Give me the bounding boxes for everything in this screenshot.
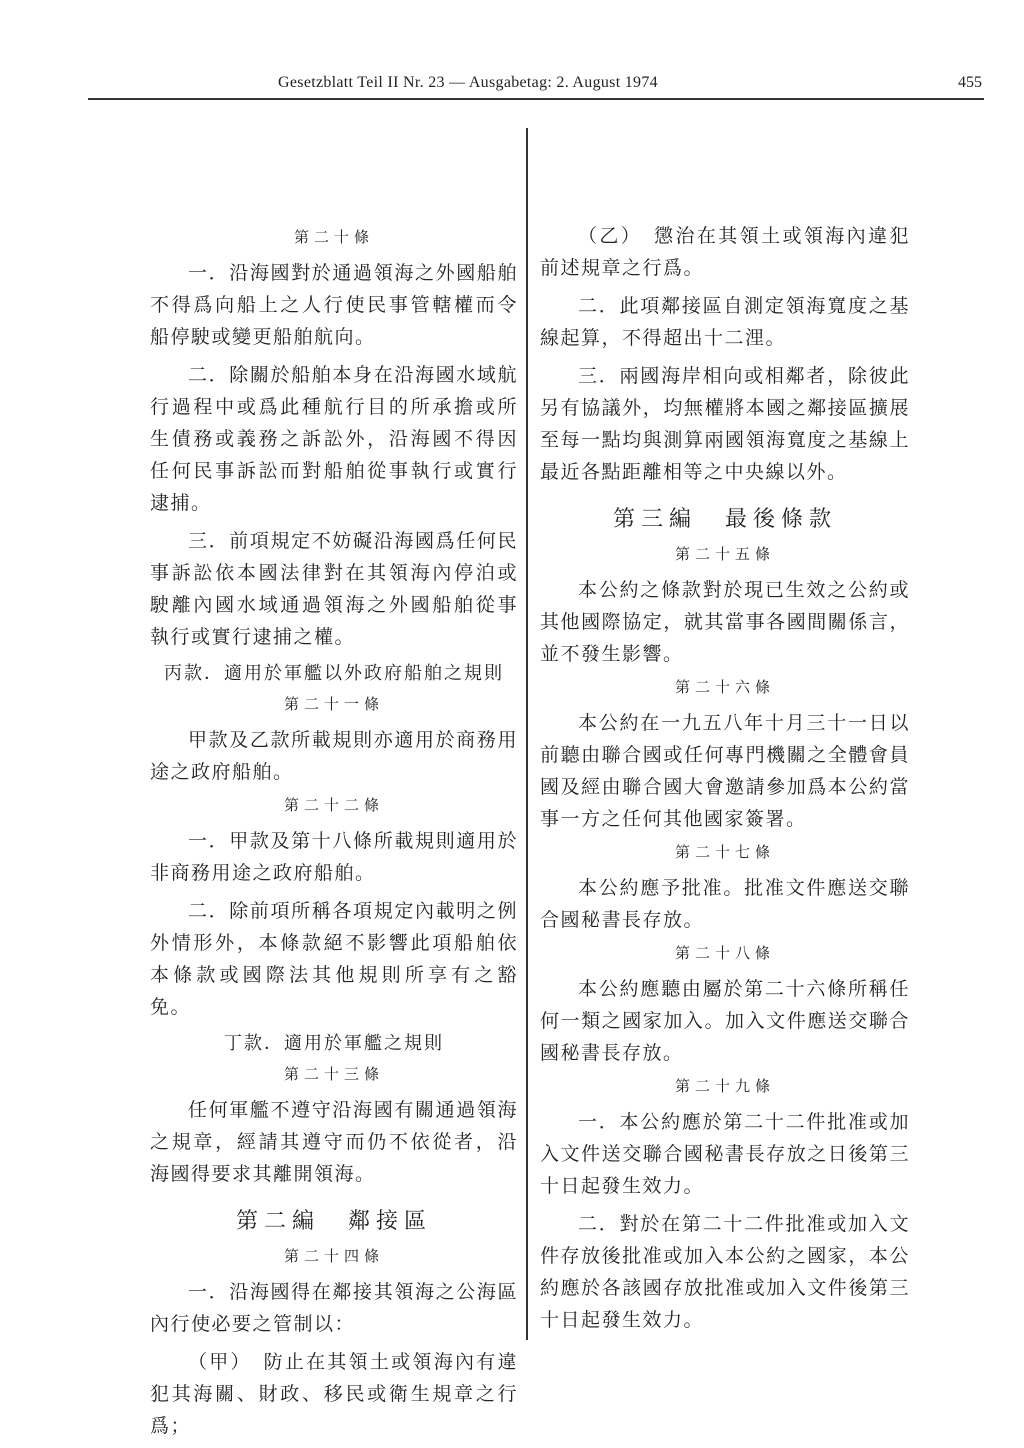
article-heading: 第二十二條 xyxy=(283,796,384,814)
article-heading: 第二十條 xyxy=(293,228,374,246)
paragraph: 本公約應予批准。批准文件應送交聯合國秘書長存放。 xyxy=(540,877,910,931)
subsection-heading: 丙款．適用於軍艦以外政府船舶之規則 xyxy=(164,663,504,684)
article-heading: 第二十六條 xyxy=(674,678,775,696)
running-title: Gesetzblatt Teil II Nr. 23 — Ausgabetag: 2. August 1974 xyxy=(278,74,658,91)
part-heading: 第二編 鄰接區 xyxy=(235,1209,432,1234)
paragraph: 一．沿海國對於通過領海之外國船舶不得爲向船上之人行使民事管轄權而令船停駛或變更船舶航向。 xyxy=(150,262,518,348)
paragraph: 二．除前項所稱各項規定內載明之例外情形外，本條款絕不影響此項船舶依本條款或國際法其他規則所享有之豁免。 xyxy=(150,900,518,1018)
article-heading: 第二十三條 xyxy=(283,1065,384,1083)
paragraph: 二．除關於船舶本身在沿海國水域航行過程中或爲此種航行目的所承擔或所生債務或義務之訴訟外，沿海國不得因任何民事訴訟而對船舶從事執行或實行逮捕。 xyxy=(150,364,518,514)
paragraph: 一．甲款及第十八條所載規則適用於非商務用途之政府船舶。 xyxy=(150,830,518,884)
paragraph: 任何軍艦不遵守沿海國有關通過領海之規章，經請其遵守而仍不依從者，沿海國得要求其離開領海。 xyxy=(150,1099,518,1185)
paragraph: 甲款及乙款所載規則亦適用於商務用途之政府船舶。 xyxy=(150,729,518,783)
page-number: 455 xyxy=(958,74,982,91)
paragraph: 一．沿海國得在鄰接其領海之公海區內行使必要之管制以： xyxy=(150,1281,518,1335)
right-column xyxy=(540,220,910,1342)
article-heading: 第二十八條 xyxy=(674,944,775,962)
article-heading: 第二十五條 xyxy=(674,545,775,563)
paragraph: 本公約應聽由屬於第二十六條所稱任何一類之國家加入。加入文件應送交聯合國秘書長存放。 xyxy=(540,978,910,1064)
column-rule xyxy=(526,128,528,1340)
running-head xyxy=(88,70,984,98)
left-column xyxy=(150,220,518,1448)
paragraph: 二．對於在第二十二件批准或加入文件存放後批准或加入本公約之國家，本公約應於各該國存放批准或加入文件後第三十日起發生效力。 xyxy=(540,1213,910,1331)
paragraph: （甲） 防止在其領土或領海內有違犯其海關、財政、移民或衛生規章之行爲； xyxy=(150,1351,518,1437)
paragraph: 本公約在一九五八年十月三十一日以前聽由聯合國或任何專門機關之全體會員國及經由聯合國大會邀請參加爲本公約當事一方之任何其他國家簽署。 xyxy=(540,712,910,830)
part-heading: 第三編 最後條款 xyxy=(612,507,837,532)
article-heading: 第二十九條 xyxy=(674,1077,775,1095)
paragraph: 一．本公約應於第二十二件批准或加入文件送交聯合國秘書長存放之日後第三十日起發生效力。 xyxy=(540,1111,910,1197)
header-rule xyxy=(88,98,984,100)
article-heading: 第二十七條 xyxy=(674,843,775,861)
paragraph: （乙） 懲治在其領土或領海內違犯前述規章之行爲。 xyxy=(540,225,910,279)
paragraph: 本公約之條款對於現已生效之公約或其他國際協定，就其當事各國間關係言，並不發生影響。 xyxy=(540,579,910,665)
paragraph: 二．此項鄰接區自測定領海寬度之基線起算，不得超出十二浬。 xyxy=(540,295,910,349)
paragraph: 三．前項規定不妨礙沿海國爲任何民事訴訟依本國法律對在其領海內停泊或駛離內國水域通過領海之外國船舶從事執行或實行逮捕之權。 xyxy=(150,530,518,648)
subsection-heading: 丁款．適用於軍艦之規則 xyxy=(224,1033,444,1054)
paragraph: 三．兩國海岸相向或相鄰者，除彼此另有協議外，均無權將本國之鄰接區擴展至每一點均與測算兩國領海寬度之基線上最近各點距離相等之中央線以外。 xyxy=(540,365,910,483)
article-heading: 第二十四條 xyxy=(283,1247,384,1265)
article-heading: 第二十一條 xyxy=(283,695,384,713)
